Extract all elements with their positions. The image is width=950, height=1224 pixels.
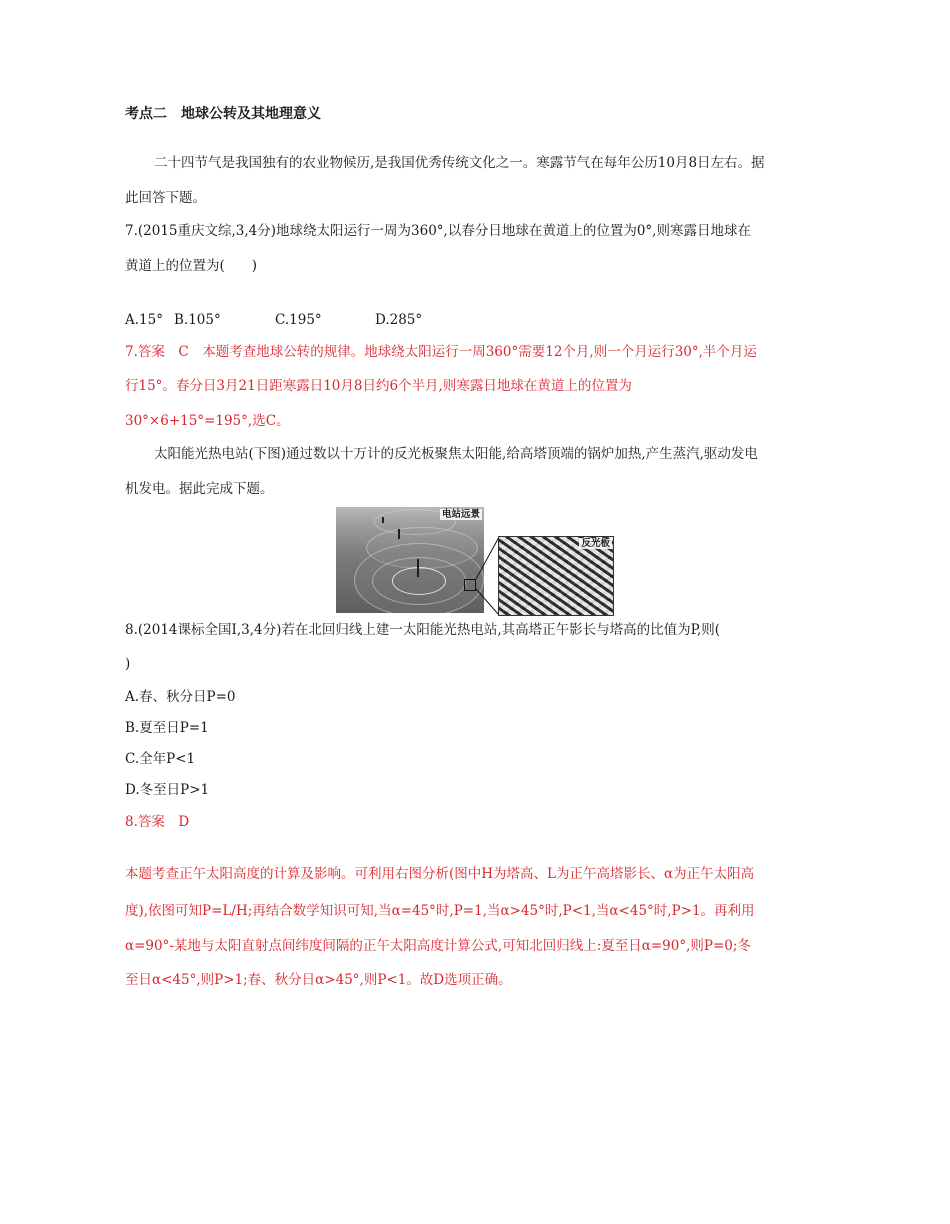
q8-explanation-line-1: 本题考查正午太阳高度的计算及影响。可利用右图分析(图中H为塔高、L为正午高塔影长、α为正午太阳高 bbox=[125, 866, 755, 882]
q7-option-a: A.15° bbox=[125, 312, 163, 328]
q8-stem-line-1: 8.(2014课标全国Ⅰ,3,4分)若在北回归线上建一太阳能光热电站,其高塔正午影长与塔高的比值为P,则( bbox=[125, 622, 721, 638]
intro-line-1: 二十四节气是我国独有的农业物候历,是我国优秀传统文化之一。寒露节气在每年公历10月8日左右。据 bbox=[154, 155, 765, 171]
reflector-closeup-photo bbox=[498, 536, 614, 616]
q7-option-c: C.195° bbox=[275, 312, 322, 328]
q8-option-a: A.春、秋分日P=0 bbox=[125, 689, 236, 705]
q8-explanation-line-3: α=90°-某地与太阳直射点间纬度间隔的正午太阳高度计算公式,可知北回归线上:夏至日α=90°,则P=0;冬 bbox=[125, 938, 751, 954]
plant-overview-photo bbox=[336, 507, 484, 613]
q7-answer-line-1: 7.答案 C 本题考查地球公转的规律。地球绕太阳运行一周360°需要12个月,则一个月运行30°,半个月运 bbox=[125, 344, 757, 360]
q7-stem-line-2: 黄道上的位置为( ) bbox=[125, 258, 258, 274]
q8-stem-line-2: ) bbox=[125, 656, 131, 672]
reflector-closeup-label: 反光板 bbox=[581, 538, 610, 549]
inset-marker-box bbox=[464, 579, 476, 591]
q7-answer-line-2: 行15°。春分日3月21日距寒露日10月8日约6个半月,则寒露日地球在黄道上的位置为 bbox=[125, 378, 632, 394]
q8-option-b: B.夏至日P=1 bbox=[125, 720, 209, 736]
q7-option-d: D.285° bbox=[375, 312, 423, 328]
q8-option-d: D.冬至日P>1 bbox=[125, 782, 210, 798]
passage2-line-2: 机发电。据此完成下题。 bbox=[125, 481, 274, 497]
intro-line-2: 此回答下题。 bbox=[125, 190, 206, 206]
q7-answer-line-3: 30°×6+15°=195°,选C。 bbox=[125, 413, 290, 429]
q7-option-b: B.105° bbox=[174, 312, 221, 328]
solar-plant-figure bbox=[336, 507, 614, 615]
q8-explanation-line-2: 度),依图可知P=L/H;再结合数学知识可知,当α=45°时,P=1,当α>45°时,P<1,当α<45°时,P>1。再利用 bbox=[125, 903, 755, 919]
q8-option-c: C.全年P<1 bbox=[125, 751, 196, 767]
passage2-line-1: 太阳能光热电站(下图)通过数以十万计的反光板聚焦太阳能,给高塔顶端的锅炉加热,产生蒸汽,驱动发电 bbox=[154, 446, 758, 462]
section-title: 考点二 地球公转及其地理意义 bbox=[125, 106, 321, 122]
plant-overview-label: 电站远景 bbox=[441, 509, 480, 520]
q8-explanation-line-4: 至日α<45°,则P>1;春、秋分日α>45°,则P<1。故D选项正确。 bbox=[125, 972, 512, 988]
q8-answer-head: 8.答案 D bbox=[125, 814, 190, 830]
figure-connector-lines bbox=[476, 535, 500, 617]
q7-stem-line-1: 7.(2015重庆文综,3,4分)地球绕太阳运行一周为360°,以春分日地球在黄道上的位置为0°,则寒露日地球在 bbox=[125, 223, 751, 239]
